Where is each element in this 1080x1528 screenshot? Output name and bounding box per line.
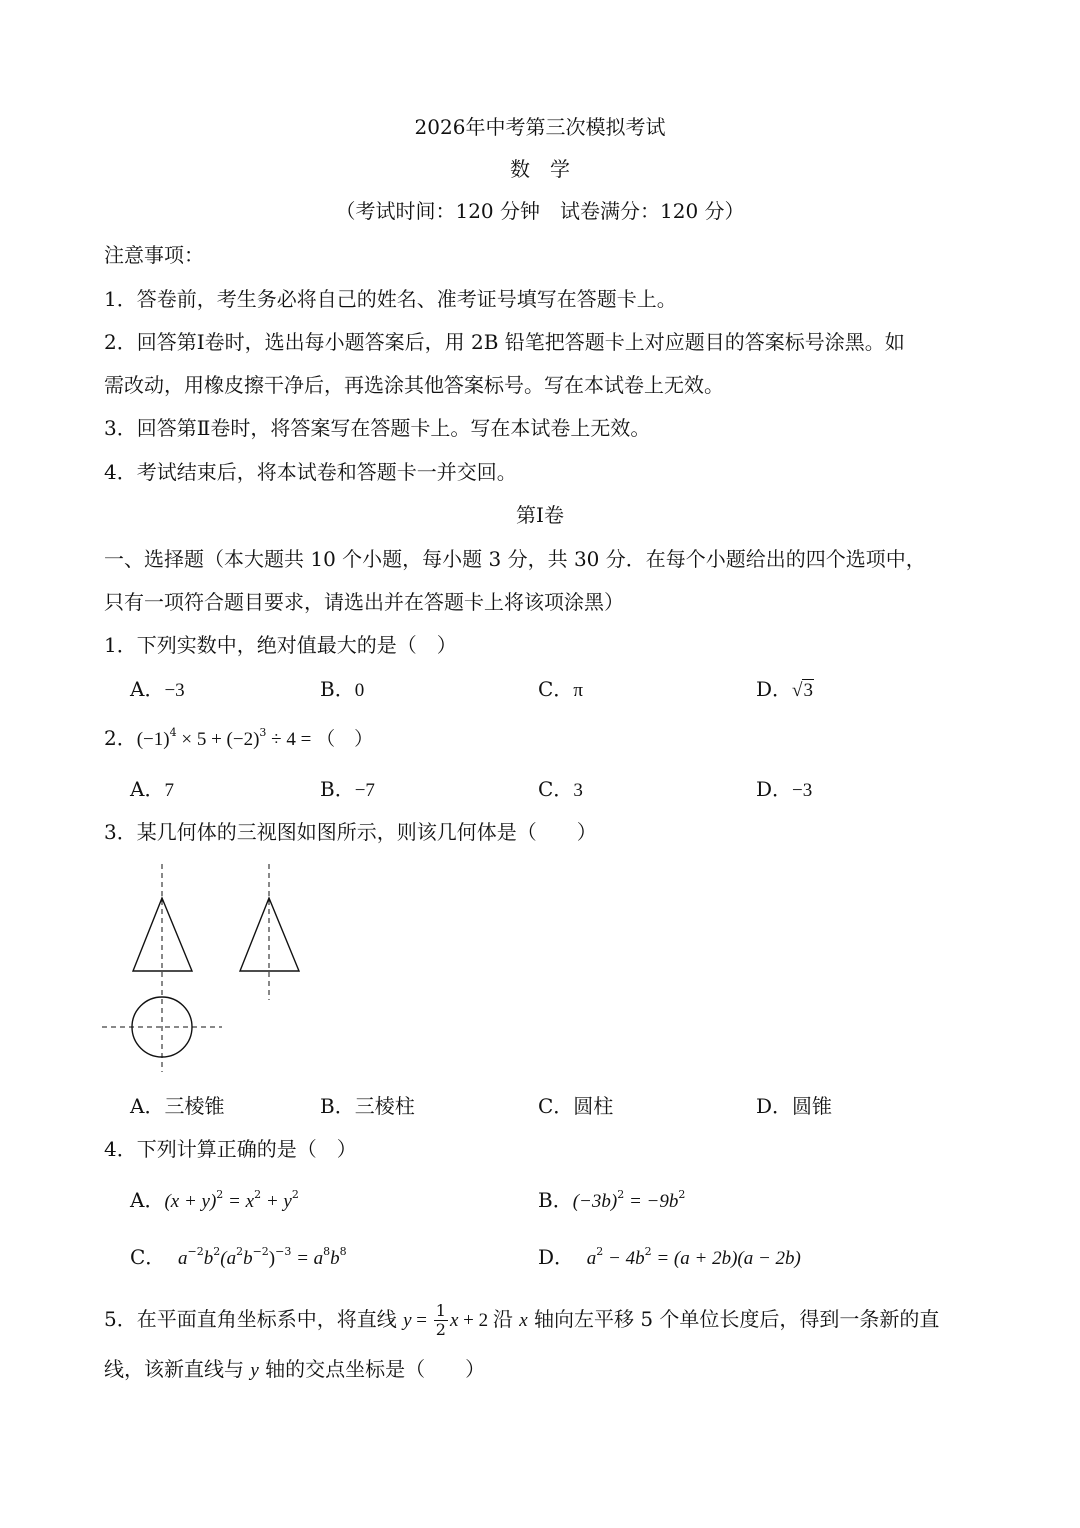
q4-option-d: D． $a^2 - 4b^2 = (a + 2b)(a - 2b)$ bbox=[538, 1245, 801, 1269]
q1-stem: 1．下列实数中，绝对值最大的是（ ） bbox=[104, 633, 457, 657]
exam-title: 2026年中考第三次模拟考试 bbox=[414, 115, 666, 139]
front-view-triangle bbox=[133, 898, 192, 971]
q1-option-b: B．0 bbox=[320, 677, 365, 701]
note-2-line2: 需改动，用橡皮擦干净后，再选涂其他答案标号。写在本试卷上无效。 bbox=[104, 373, 724, 397]
three-view-figure bbox=[100, 860, 320, 1080]
q2-stem: 2．$(-1)^4 \times 5 + (-2)^3 \div 4$ = （ ） bbox=[104, 726, 374, 750]
q3-stem: 3．某几何体的三视图如图所示，则该几何体是（ ） bbox=[104, 820, 597, 844]
section-instructions-line2: 只有一项符合题目要求，请选出并在答题卡上将该项涂黑） bbox=[104, 590, 624, 614]
side-view-triangle bbox=[240, 898, 299, 971]
q1-option-d: D．√3 bbox=[756, 677, 813, 701]
note-4: 4．考试结束后，将本试卷和答题卡一并交回。 bbox=[104, 460, 517, 484]
q1-option-a: A．−3 bbox=[130, 677, 185, 701]
q3-option-c: C．圆柱 bbox=[538, 1094, 614, 1118]
q3-option-b: B．三棱柱 bbox=[320, 1094, 415, 1118]
q2-option-d: D．−3 bbox=[756, 777, 813, 801]
q2-option-a: A．7 bbox=[130, 777, 174, 801]
note-1: 1．答卷前，考生务必将自己的姓名、准考证号填写在答题卡上。 bbox=[104, 287, 677, 311]
note-3: 3．回答第Ⅱ卷时，将答案写在答题卡上。写在本试卷上无效。 bbox=[104, 416, 651, 440]
q3-option-d: D．圆锥 bbox=[756, 1094, 833, 1118]
q4-option-c: C． $a^{-2}b^2(a^2b^{-2})^{-3} = a^8b^8$ bbox=[130, 1245, 347, 1269]
section-instructions-line1: 一、选择题（本大题共 10 个小题，每小题 3 分，共 30 分．在每个小题给出的四个选项中， bbox=[104, 547, 926, 571]
q4-stem: 4．下列计算正确的是（ ） bbox=[104, 1137, 357, 1161]
q4-option-a: A．$(x + y)^2 = x^2 + y^2$ bbox=[130, 1188, 299, 1212]
exam-info: （考试时间：120 分钟 试卷满分：120 分） bbox=[335, 199, 745, 223]
q5-stem-line1: 5．在平面直角坐标系中，将直线 y = $\frac{1}{2}$ x + 2 沿 x 轴向左平移 5 个单位长度后，得到一条新的直 bbox=[104, 1301, 940, 1339]
note-2-line1: 2．回答第Ⅰ卷时，选出每小题答案后，用 2B 铅笔把答题卡上对应题目的答案标号涂黑。如 bbox=[104, 330, 905, 354]
notes-heading: 注意事项： bbox=[104, 243, 204, 267]
q5-stem-line2: 线，该新直线与 y 轴的交点坐标是（ ） bbox=[104, 1357, 486, 1381]
q2-option-b: B．−7 bbox=[320, 777, 375, 801]
fraction-one-half: $\frac{1}{2}$ bbox=[435, 1301, 446, 1339]
q3-option-a: A．三棱锥 bbox=[130, 1094, 225, 1118]
subject-title: 数 学 bbox=[510, 157, 570, 181]
q4-option-b: B．$(-3b)^2 = -9b^2$ bbox=[538, 1188, 686, 1212]
q1-option-c: C．π bbox=[538, 677, 583, 701]
q2-option-c: C．3 bbox=[538, 777, 583, 801]
volume-heading: 第Ⅰ卷 bbox=[516, 503, 564, 527]
